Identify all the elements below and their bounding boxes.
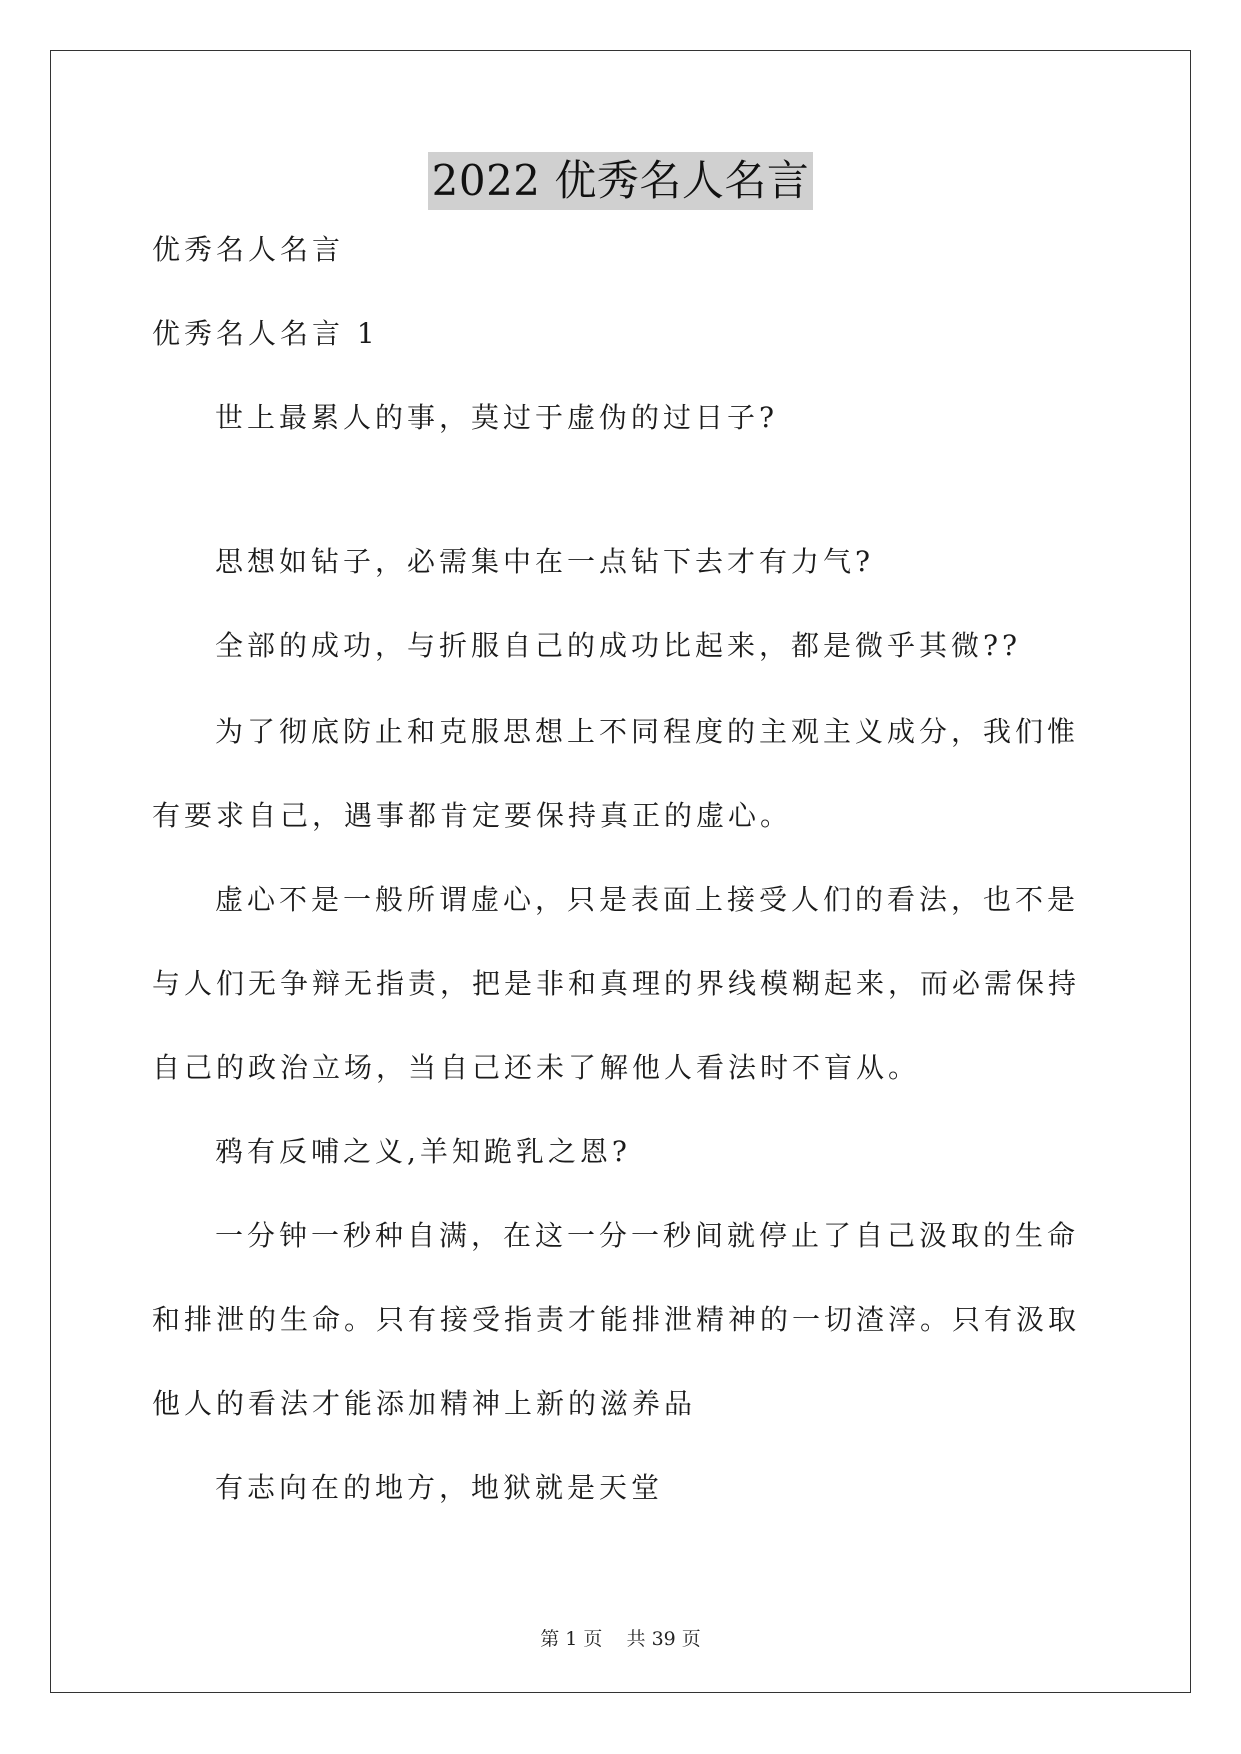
title-area bbox=[0, 152, 1241, 210]
section-heading: 优秀名人名言 bbox=[152, 233, 345, 266]
page-footer bbox=[0, 1626, 1241, 1652]
document-title: 2022 优秀名人名言 bbox=[428, 152, 814, 210]
page-total: 共 39 页 bbox=[626, 1628, 701, 1650]
quote-paragraph: 全部的成功，与折服自己的成功比起来，都是微乎其微?? bbox=[215, 629, 1022, 662]
quote-paragraph: 为了彻底防止和克服思想上不同程度的主观主义成分，我们惟有要求自己，遇事都肯定要保持真正的虚心。 bbox=[152, 715, 1080, 832]
quote-paragraph: 鸦有反哺之义,羊知跪乳之恩? bbox=[215, 1135, 631, 1168]
page-number: 第 1 页 bbox=[540, 1628, 603, 1650]
quote-paragraph: 一分钟一秒种自满，在这一分一秒间就停止了自己汲取的生命和排泄的生命。只有接受指责才能排泄精神的一切渣滓。只有汲取他人的看法才能添加精神上新的滋养品 bbox=[152, 1219, 1081, 1420]
quote-paragraph: 有志向在的地方，地狱就是天堂 bbox=[215, 1471, 664, 1504]
section-subheading: 优秀名人名言 1 bbox=[152, 317, 379, 350]
document-body bbox=[152, 230, 1092, 1530]
quote-paragraph: 世上最累人的事，莫过于虚伪的过日子? bbox=[215, 401, 779, 434]
quote-paragraph: 虚心不是一般所谓虚心，只是表面上接受人们的看法，也不是与人们无争辩无指责，把是非和真理的界线模糊起来，而必需保持自己的政治立场，当自己还未了解他人看法时不盲从。 bbox=[152, 883, 1081, 1084]
quote-paragraph: 思想如钻子，必需集中在一点钻下去才有力气? bbox=[215, 545, 875, 578]
